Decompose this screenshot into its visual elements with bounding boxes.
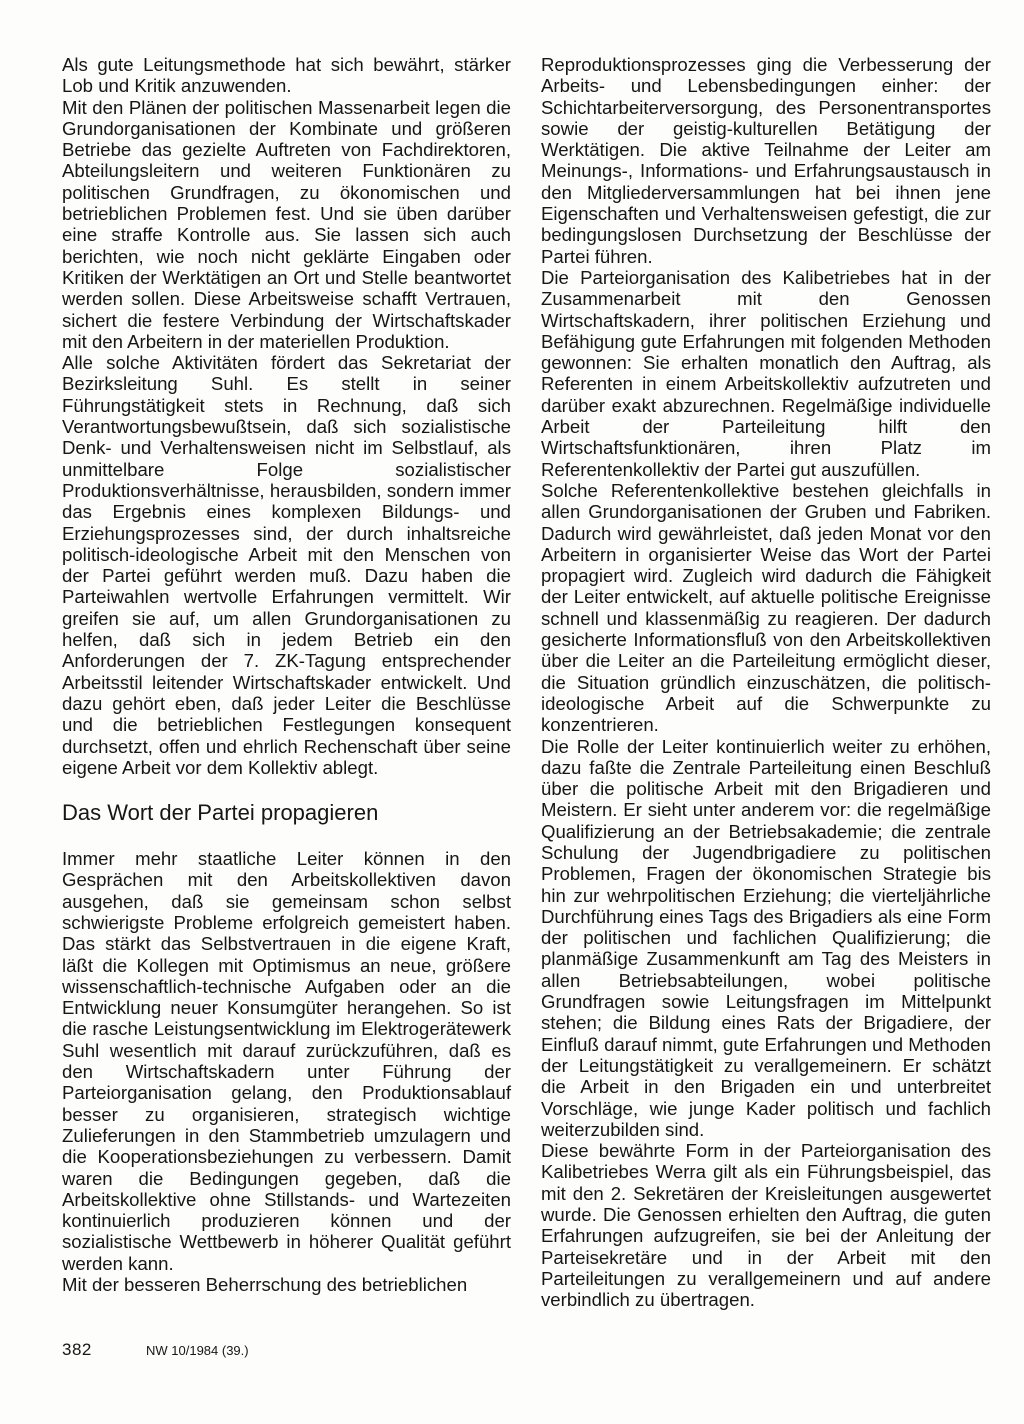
paragraph: Reproduktionsprozesses ging die Verbesserung der Arbeits- und Lebensbedingungen einher: der Schichtarbeiterversorgung, des Personentransportes sowie der geistig-kulturellen Betätigung der Werktätigen. Die aktive Teilnahme der Leiter am Meinungs-, Informations- und Erfahrungsaustausch in den Mitgliederversammlungen hat bei ihnen jene Eigenschaften und Verhaltensweisen gefestigt, die zur bedingungslosen Durchsetzung der Beschlüsse der Partei führen.: [541, 54, 991, 267]
section-heading: Das Wort der Partei propagieren: [62, 800, 379, 826]
issue-reference: NW 10/1984 (39.): [146, 1343, 249, 1358]
paragraph: Als gute Leitungsmethode hat sich bewährt, stärker Lob und Kritik anzuwenden.: [62, 54, 511, 97]
paragraph: Die Rolle der Leiter kontinuierlich weiter zu erhöhen, dazu faßte die Zentrale Parteileitung einen Beschluß über die politische Arbeit mit den Brigadieren und Meistern. Er sieht unter anderem vor: die regelmäßige Qualifizierung an der Betriebsakademie; die zentrale Schulung der Jugendbrigadiere zu politischen Problemen, Fragen der ökonomischen Strategie bis hin zur wehrpolitischen Erziehung; die vierteljährliche Durchführung eines Tags des Brigadiers als eine Form der politischen und fachlichen Qualifizierung; die planmäßige Zusammenkunft am Tag des Meisters in allen Betriebsabteilungen, wobei politische Grundfragen sowie Leitungsfragen im Mittelpunkt stehen; die Bildung eines Rats der Brigadiere, der Einfluß darauf nimmt, gute Erfahrungen und Methoden der Leitungstätigkeit zu verallgemeinern. Er schätzt die Arbeit in den Brigaden ein und unterbreitet Vorschläge, wie junge Kader politisch und fachlich weiterzubilden sind.: [541, 735, 991, 1140]
paragraph: Immer mehr staatliche Leiter können in den Gesprächen mit den Arbeitskollektiven davon ausgehen, daß sie gemeinsam schon selbst schwierigste Probleme erfolgreich gemeistert haben. Das stärkt das Selbstvertrauen in die eigene Kraft, läßt die Kollegen mit Optimismus an neue, größere wissenschaftlich-technische Aufgaben oder an die Entwicklung neuer Konsumgüter herangehen. So ist die rasche Leistungsentwicklung im Elektrogerätewerk Suhl wesentlich mit darauf zurückzuführen, daß es den Wirtschaftskadern unter Führung der Parteiorganisation gelang, den Produktionsablauf besser zu organisieren, strategisch wichtige Zulieferungen in den Stammbetrieb umzulagern und die Kooperationsbeziehungen zu verbessern. Damit waren die Bedingungen gegeben, daß die Arbeitskollektive ohne Stillstands- und Wartezeiten kontinuierlich produzieren können und der sozialistische Wettbewerb in höherer Qualität geführt werden kann.: [62, 848, 511, 1274]
paragraph: Die Parteiorganisation des Kalibetriebes hat in der Zusammenarbeit mit den Genossen Wirtschaftskadern, ihrer politischen Erziehung und Befähigung gute Erfahrungen mit folgenden Methoden gewonnen: Sie erhalten monatlich den Auftrag, als Referenten in einem Arbeitskollektiv aufzutreten und darüber exakt abzurechnen. Regelmäßige individuelle Arbeit der Parteileitung hilft den Wirtschaftsfunktionären, ihren Platz im Referentenkollektiv der Partei gut auszufüllen.: [541, 266, 991, 480]
right-column: [541, 54, 991, 1311]
left-column: [62, 54, 511, 1295]
paragraph: Mit der besseren Beherrschung des betrieblichen: [62, 1274, 468, 1296]
paragraph: Solche Referentenkollektive bestehen gleichfalls in allen Grundorganisationen der Gruben und Fabriken. Dadurch wird gewährleistet, daß jeden Monat vor den Arbeitern in organisierter Weise das Wort der Partei propagiert wird. Zugleich wird dadurch die Fähigkeit der Leiter entwickelt, auf aktuelle politische Ereignisse schnell und klassenmäßig zu reagieren. Der dadurch gesicherte Informationsfluß von den Arbeitskollektiven über die Leiter an die Parteileitung ermöglicht dieser, die Situation gründlich einzuschätzen, die politisch-ideologische Arbeit auf die Schwerpunkte zu konzentrieren.: [541, 479, 991, 736]
paragraph: Diese bewährte Form in der Parteiorganisation des Kalibetriebes Werra gilt als ein Führungsbeispiel, das mit den 2. Sekretären der Kreisleitungen ausgewertet wurde. Die Genossen erhielten den Auftrag, die guten Erfahrungen aufzugreifen, sie bei der Anleitung der Parteisekretäre und in der Arbeit mit den Parteileitungen zu verallgemeinern und auf andere verbindlich zu übertragen.: [541, 1140, 991, 1311]
paragraph: Mit den Plänen der politischen Massenarbeit legen die Grundorganisationen der Kombinate und größeren Betriebe das gezielte Auftreten von Fachdirektoren, Abteilungsleitern und weiteren Funktionären zu politischen Grundfragen, zu ökonomischen und betrieblichen Problemen fest. Und sie üben darüber eine straffe Kontrolle aus. Sie lassen sich auch berichten, wie noch nicht geklärte Eingaben oder Kritiken der Werktätigen an Ort und Stelle beantwortet werden sollen. Diese Arbeitsweise schafft Vertrauen, sichert die festere Verbindung der Wirtschaftskader mit den Arbeitern in der materiellen Produktion.: [62, 96, 511, 352]
page-number: 382: [62, 1340, 92, 1359]
paragraph: Alle solche Aktivitäten fördert das Sekretariat der Bezirksleitung Suhl. Es stellt in seiner Führungstätigkeit stets in Rechnung, daß sich Verantwortungsbewußtsein, daß sich sozialistische Denk- und Verhaltensweisen nicht im Selbstlauf, als unmittelbare Folge sozialistischer Produktionsverhältnisse, herausbilden, sondern immer das Ergebnis eines komplexen Bildungs- und Erziehungsprozesses sind, der durch inhaltsreiche politisch-ideologische Arbeit mit den Menschen von der Partei geführt werden muß. Dazu haben die Parteiwahlen wertvolle Erfahrungen vermittelt. Wir greifen sie auf, um allen Grundorganisationen zu helfen, daß sich in jedem Betrieb ein den Anforderungen der 7. ZK-Tagung entsprechender Arbeitsstil leitender Wirtschaftskader entwickelt. Und dazu gehört eben, daß jeder Leiter die Beschlüsse und die betrieblichen Festlegungen konsequent durchsetzt, offen und ehrlich Rechenschaft über seine eigene Arbeit vor dem Kollektiv ablegt.: [62, 352, 511, 778]
